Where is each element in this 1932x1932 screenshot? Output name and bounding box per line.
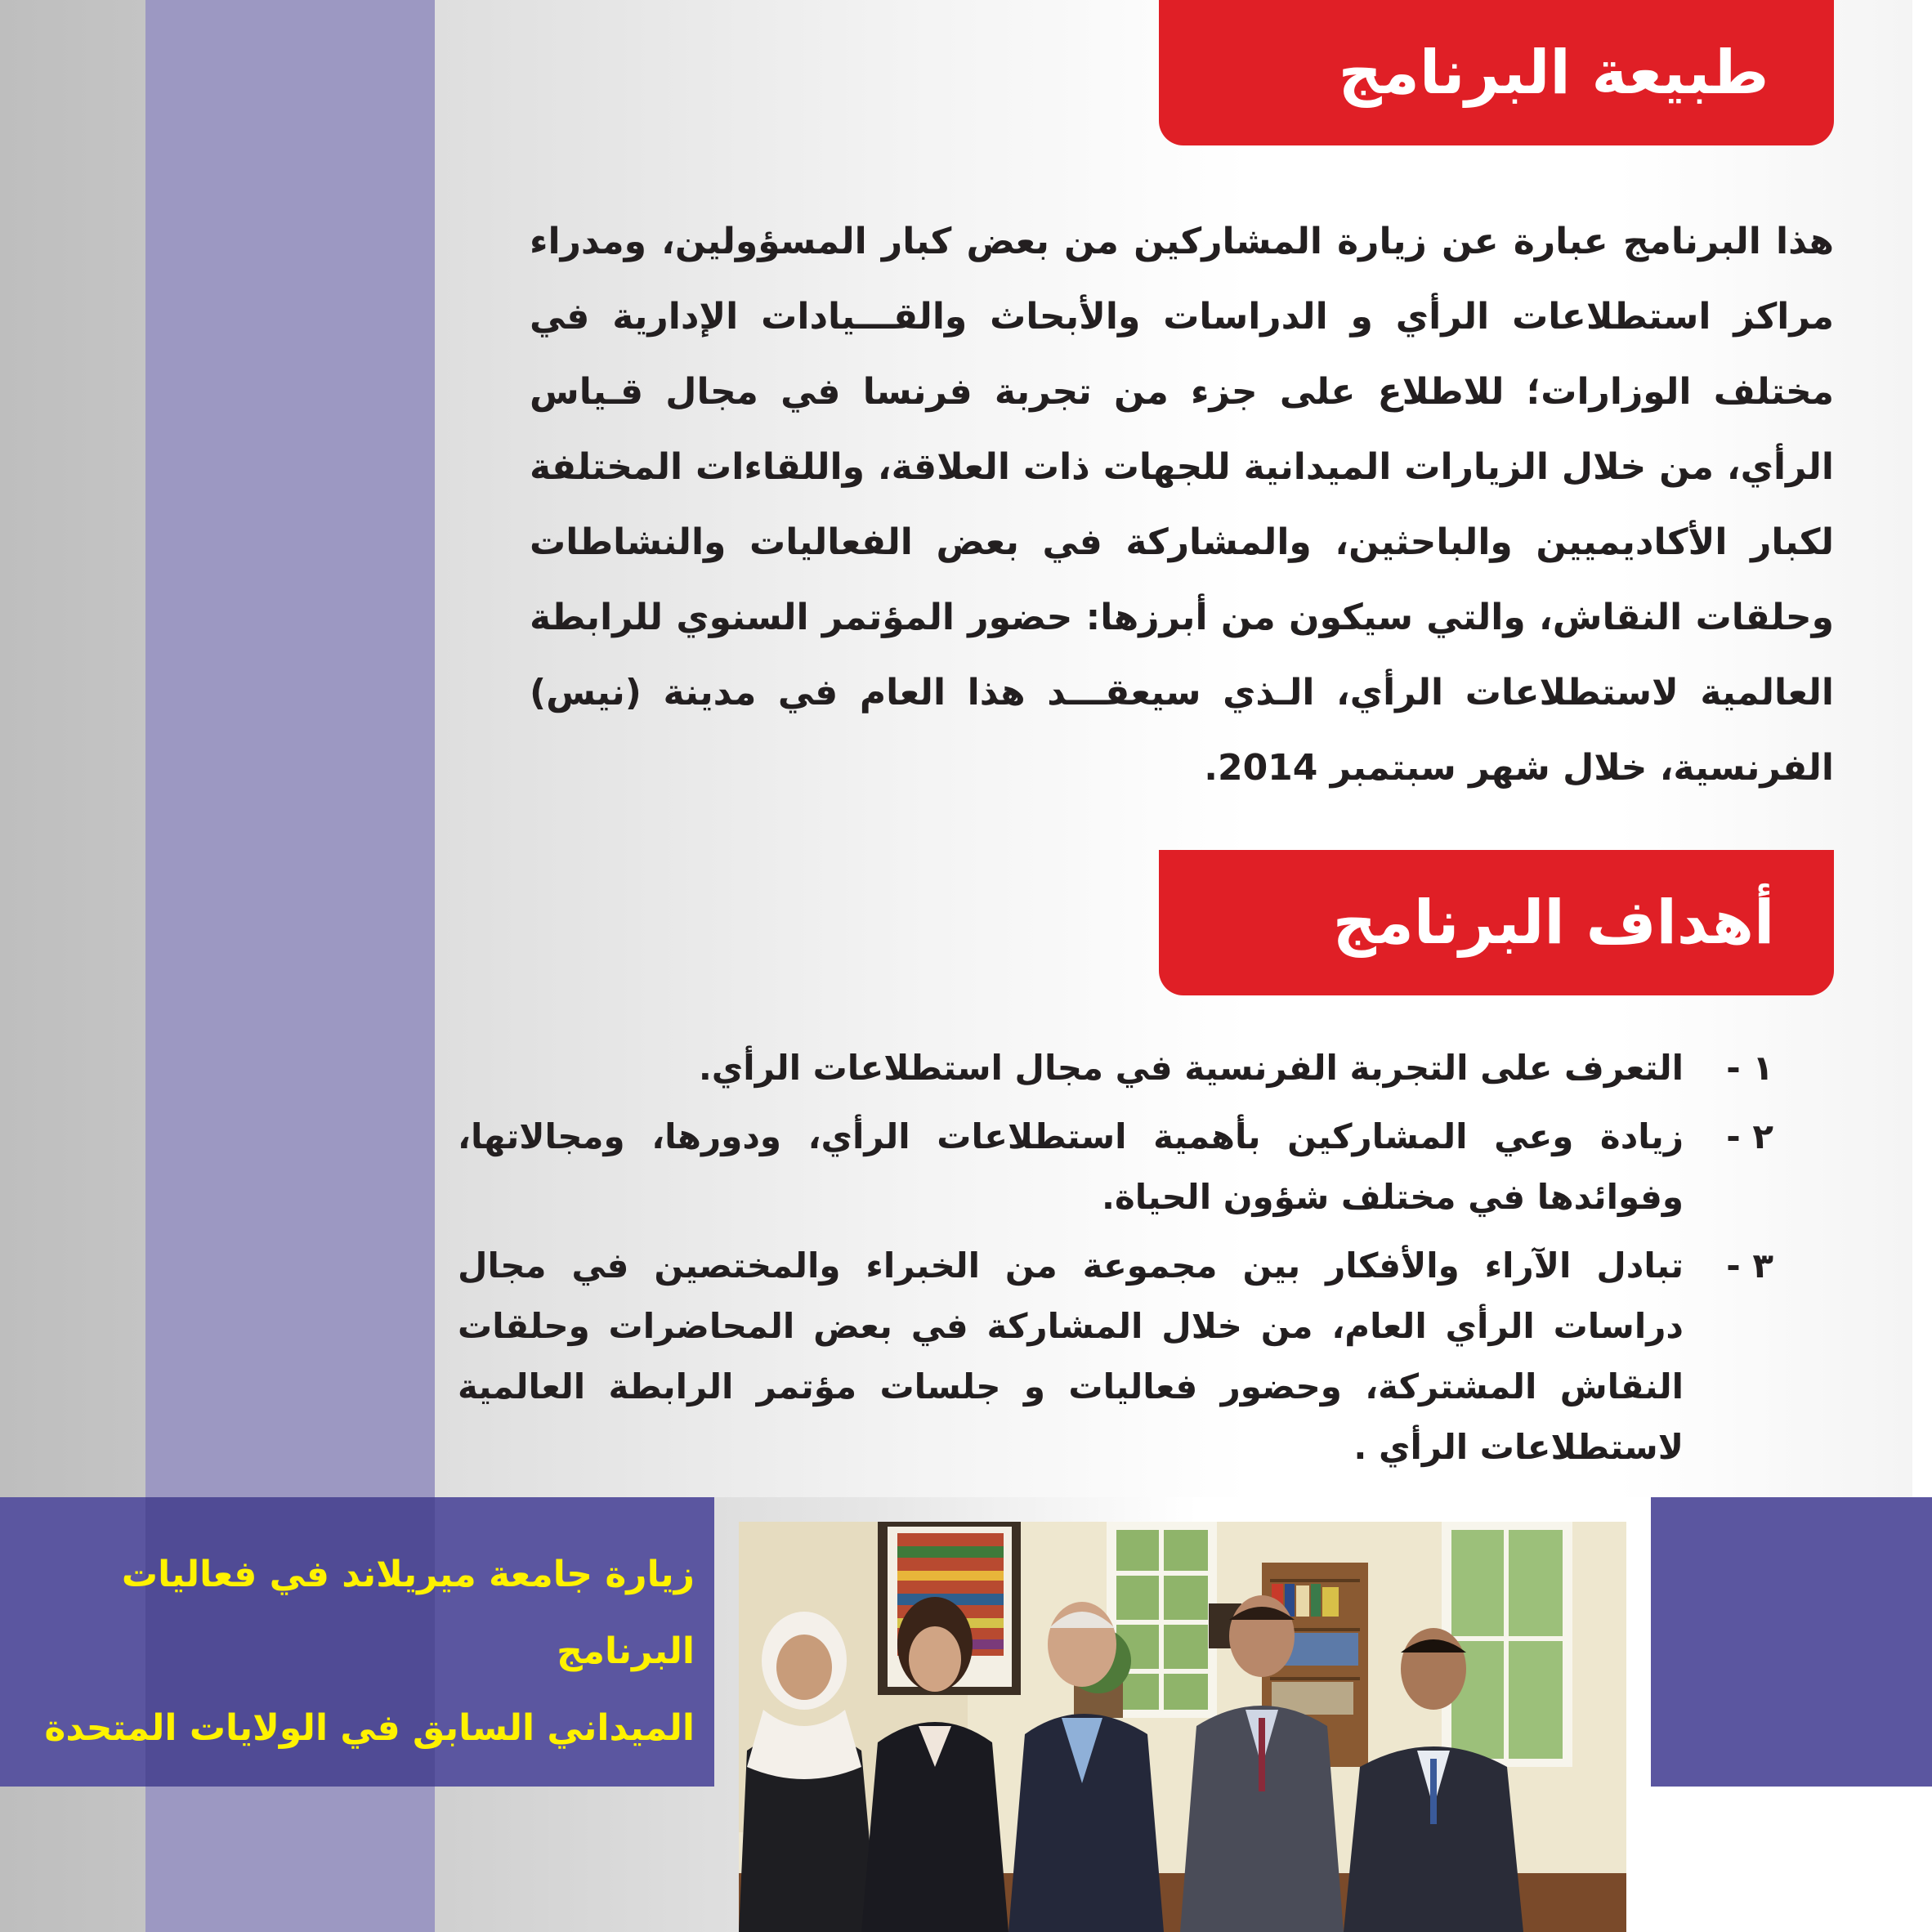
right-band (1651, 1497, 1932, 1787)
goal-item (458, 1236, 1773, 1478)
goal-item (458, 1038, 1773, 1098)
program-goals-heading-box (1159, 850, 1834, 995)
goal-number: ١ - (1726, 1048, 1773, 1088)
goal-number: ٣ - (1726, 1246, 1773, 1286)
goal-text: تبادل الآراء والأفكار بين مجموعة من الخبراء والمختصين في مجال دراسات الرأي العام، من خلال المشاركة في بعض المحاضرات وحلقات النقاش المشتركة، وحضور فعاليات و جلسات مؤتمر الرابطة العالمية لاستطلاعات الرأي . (458, 1246, 1684, 1467)
group-photo (739, 1522, 1626, 1932)
goal-number: ٢ - (1726, 1116, 1773, 1156)
program-nature-heading: طبيعة البرنامج (1338, 38, 1769, 108)
photo-caption (16, 1536, 695, 1767)
program-nature-heading-box (1159, 0, 1834, 145)
goals-list (458, 1038, 1773, 1486)
goal-text: التعرف على التجربة الفرنسية في مجال استطلاعات الرأي. (698, 1048, 1684, 1088)
photo-caption-line-1: زيارة جامعة ميريلاند في فعاليات البرنامج (121, 1554, 695, 1672)
program-nature-body: هذا البرنامج عبارة عن زيارة المشاركين من بعض كبار المسؤولين، ومدراء مراكز استطلاعات الرأي و الدراسات والأبحاث والقـــيادات الإدارية في مختلف الوزارات؛ للاطلاع على جزء من تجربة فرنسا في مجال قـياس الرأي، من خلال الزيارات الميدانية للجهات ذات العلاقة، واللقاءات المختلفة لكبار الأكاديميين والباحثين، والمشاركة في بعض الفعاليات والنشاطات وحلقات النقاش، والتي سيكون من أبرزها: حضور المؤتمر السنوي للرابطة العالمية لاستطلاعات الرأي، الـذي سيعقـــد هذا العام في مدينة (نيس) الفرنسية، خلال شهر سبتمبر 2014. (530, 221, 1834, 789)
goal-text: زيادة وعي المشاركين بأهمية استطلاعات الرأي، ودورها، ومجالاتها، وفوائدها في مختلف شؤون الحياة. (458, 1116, 1684, 1217)
photo-caption-line-2: الميداني السابق في الولايات المتحدة (44, 1707, 695, 1749)
goal-item (458, 1107, 1773, 1228)
program-goals-heading: أهداف البرنامج (1332, 888, 1775, 958)
